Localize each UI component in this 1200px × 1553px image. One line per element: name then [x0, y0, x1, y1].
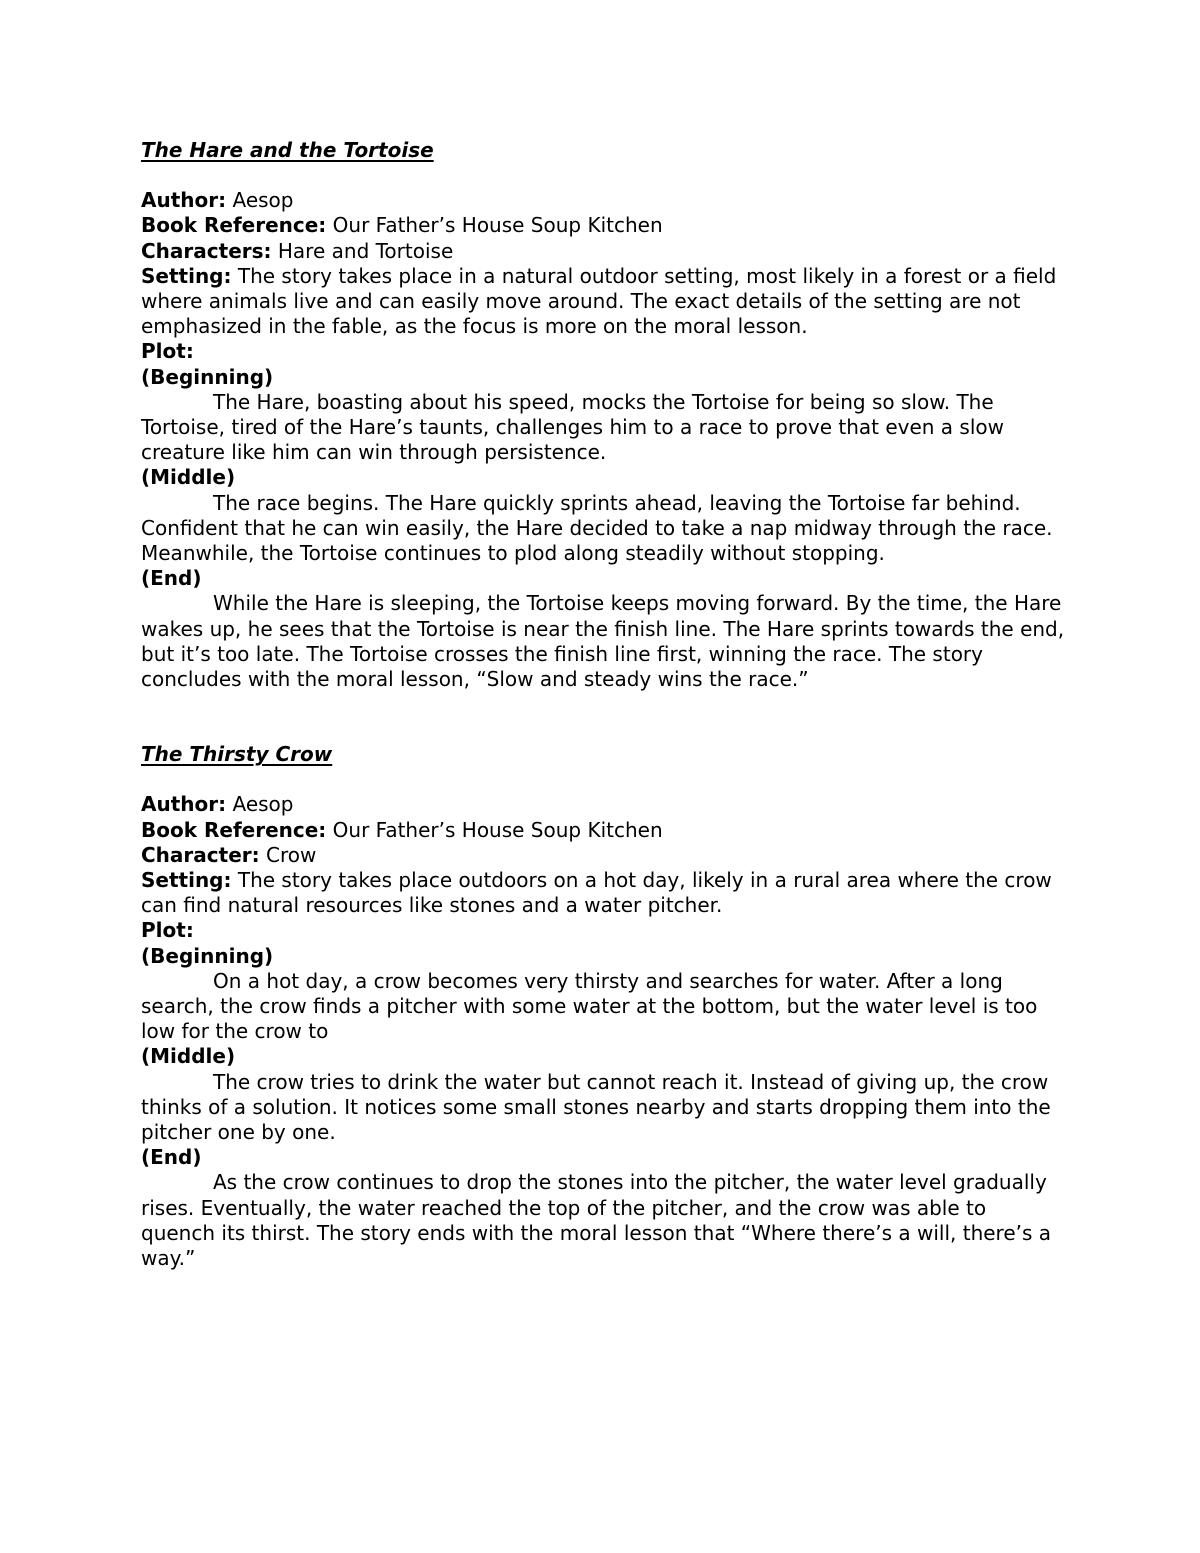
end-label: (End): [141, 1145, 202, 1170]
beginning-text: The Hare, boasting about his speed, mocks the Tortoise for being so slow. The Tortoise, tired of the Hare’s taunts, challenges him to a race to prove that even a slow creature like him can win through persistence.: [141, 389, 1004, 465]
setting-label: Setting:: [141, 263, 232, 288]
setting-line: [141, 264, 1066, 340]
book-reference-label: Book Reference:: [141, 817, 327, 842]
story-title: The Thirsty Crow: [141, 742, 333, 767]
author-label: Author:: [141, 792, 227, 817]
end-label: (End): [141, 566, 202, 591]
plot-label: Plot:: [141, 918, 194, 943]
setting-value: The story takes place outdoors on a hot day, likely in a rural area where the crow can find natural resources like stones and a water pitcher.: [141, 868, 1052, 918]
author-line: [141, 792, 1066, 817]
book-reference-line: [141, 213, 1066, 238]
end-text: As the crow continues to drop the stones into the pitcher, the water level gradually rises. Eventually, the water reached the top of the pitcher, and the crow was able to quench its thirst. The story ends with the moral lesson that “Where there’s a will, there’s a way.”: [141, 1170, 1052, 1271]
setting-label: Setting:: [141, 868, 232, 893]
story-thirsty-crow: [141, 742, 1066, 1271]
story-hare-and-tortoise: [141, 138, 1066, 692]
author-line: [141, 188, 1066, 213]
book-reference-value: Our Father’s House Soup Kitchen: [332, 213, 663, 238]
setting-line: [141, 868, 1066, 918]
end-text: While the Hare is sleeping, the Tortoise keeps moving forward. By the time, the Hare wakes up, he sees that the Tortoise is near the finish line. The Hare sprints towards the end, but it’s too late. The Tortoise crosses the finish line first, winning the race. The story concludes with the moral lesson, “Slow and steady wins the race.”: [141, 591, 1065, 692]
document-page: [141, 138, 1066, 1271]
beginning-text: On a hot day, a crow becomes very thirsty and searches for water. After a long search, the crow finds a pitcher with some water at the bottom, but the water level is too low for the crow to: [141, 968, 1038, 1044]
characters-line: [141, 239, 1066, 264]
character-label: Character:: [141, 842, 260, 867]
middle-label: (Middle): [141, 465, 236, 490]
story-title: The Hare and the Tortoise: [141, 138, 434, 162]
middle-text: The crow tries to drink the water but cannot reach it. Instead of giving up, the crow thinks of a solution. It notices some small stones nearby and starts dropping them into the pitcher one by one.: [141, 1069, 1051, 1145]
character-line: [141, 843, 1066, 868]
book-reference-label: Book Reference:: [141, 213, 327, 238]
middle-label: (Middle): [141, 1044, 236, 1069]
characters-value: Hare and Tortoise: [277, 238, 454, 263]
author-value: Aesop: [232, 188, 294, 213]
characters-label: Characters:: [141, 238, 272, 263]
beginning-label: (Beginning): [141, 943, 274, 968]
author-value: Aesop: [232, 792, 294, 817]
book-reference-value: Our Father’s House Soup Kitchen: [332, 817, 663, 842]
setting-value: The story takes place in a natural outdoor setting, most likely in a forest or a field where animals live and can easily move around. The exact details of the setting are not emphasized in the fable, as the focus is more on the moral lesson.: [141, 263, 1057, 339]
book-reference-line: [141, 818, 1066, 843]
author-label: Author:: [141, 188, 227, 213]
plot-label: Plot:: [141, 339, 194, 364]
character-value: Crow: [265, 842, 317, 867]
beginning-label: (Beginning): [141, 364, 274, 389]
middle-text: The race begins. The Hare quickly sprints ahead, leaving the Tortoise far behind. Confident that he can win easily, the Hare decided to take a nap midway through the race. Meanwhile, the Tortoise continues to plod along steadily without stopping.: [141, 490, 1053, 566]
